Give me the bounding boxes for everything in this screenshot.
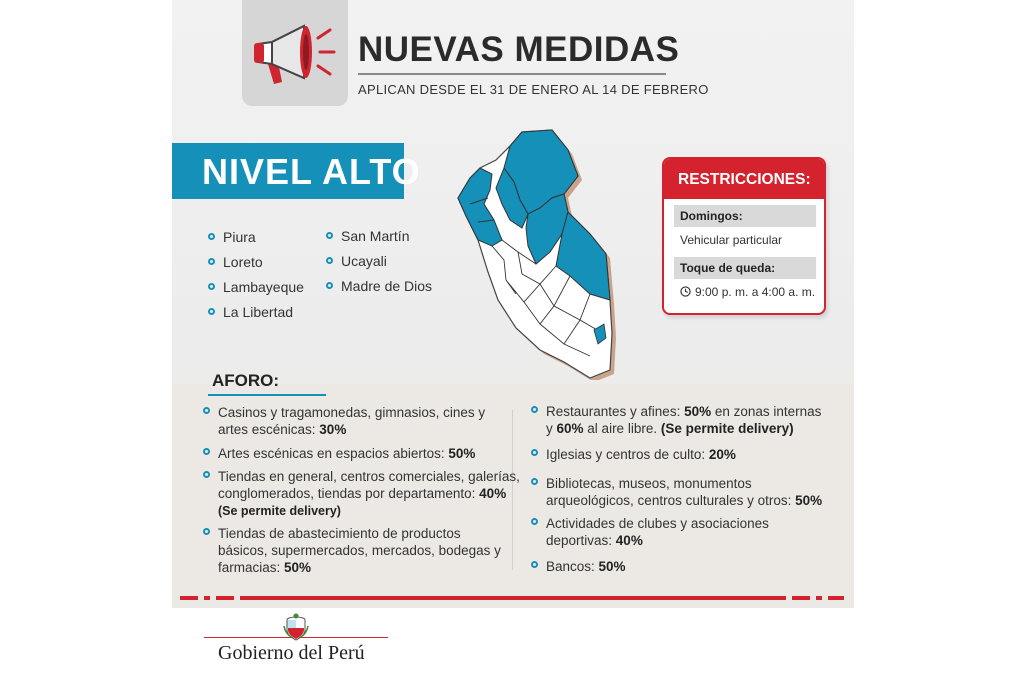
curfew-label: Toque de queda:	[674, 257, 816, 279]
red-dashed-divider	[180, 596, 844, 600]
peru-coat-of-arms-icon	[283, 612, 309, 642]
aforo-item: Actividades de clubes y asociaciones deportivas: 40%	[546, 515, 769, 549]
aforo-item: Iglesias y centros de culto: 20%	[546, 446, 736, 463]
aforo-underline	[208, 394, 326, 396]
region-item: La Libertad	[208, 304, 293, 320]
aforo-item: Bibliotecas, museos, monumentos arqueológicos, centros culturales y otros: 50%	[546, 475, 822, 509]
level-banner	[172, 143, 421, 199]
curfew-row	[664, 279, 824, 299]
title-divider	[358, 73, 666, 75]
infographic-card	[172, 0, 854, 608]
region-item: San Martín	[326, 228, 409, 244]
page-title: NUEVAS MEDIDAS	[358, 30, 680, 69]
region-item: Madre de Dios	[326, 278, 432, 294]
sundays-label: Domingos:	[674, 205, 816, 227]
level-label: NIVEL ALTO	[202, 151, 421, 192]
aforo-title: AFORO:	[212, 371, 280, 390]
sundays-value: Vehicular particular	[680, 233, 783, 247]
region-item: Lambayeque	[208, 279, 304, 295]
aforo-item: Tiendas en general, centros comerciales, galerías, conglomerados, tiendas por departamento: 40% (Se permite delivery)	[218, 468, 520, 520]
megaphone-box	[242, 0, 348, 106]
restrictions-panel	[662, 157, 826, 315]
curfew-value: 9:00 p. m. a 4:00 a. m.	[695, 285, 816, 299]
aforo-item: Bancos: 50%	[546, 558, 626, 575]
government-label: Gobierno del Perú	[218, 642, 365, 664]
region-item: Ucayali	[326, 253, 387, 269]
aforo-item: Artes escénicas en espacios abiertos: 50%	[218, 445, 475, 462]
page-subtitle: APLICAN DESDE EL 31 DE ENERO AL 14 DE FEBRERO	[358, 82, 709, 97]
region-item: Piura	[208, 229, 256, 245]
peru-map	[444, 124, 644, 380]
clock-icon	[680, 286, 691, 297]
aforo-item: Casinos y tragamonedas, gimnasios, cines y artes escénicas: 30%	[218, 404, 485, 438]
aforo-item: Tiendas de abastecimiento de productos básicos, supermercados, mercados, bodegas y farmacias: 50%	[218, 525, 501, 576]
restrictions-title: RESTRICCIONES:	[664, 159, 824, 199]
megaphone-icon	[250, 18, 342, 90]
region-item: Loreto	[208, 254, 263, 270]
aforo-item: Restaurantes y afines: 50% en zonas internas y 60% al aire libre. (Se permite delivery)	[546, 403, 821, 437]
